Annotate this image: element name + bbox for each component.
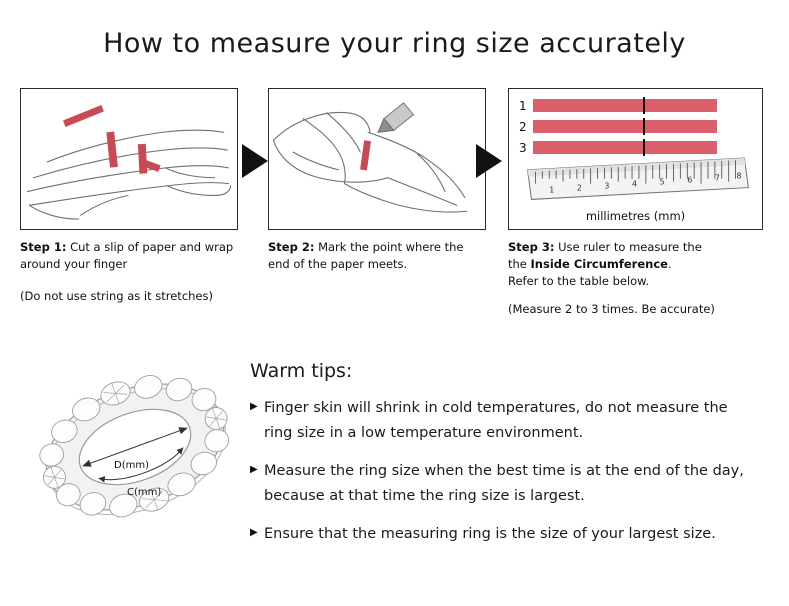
step-3-label: Step 3: [508, 240, 555, 254]
ring-diagram [28, 352, 243, 542]
step-3-illustration-panel [508, 88, 763, 230]
step-2 [268, 88, 486, 273]
step-3-note: (Measure 2 to 3 times. Be accurate) [508, 302, 715, 316]
step-1-text: Cut a slip of paper and wrap around your finger [20, 240, 234, 271]
step-3-text-bold: Inside Circumference [530, 257, 668, 271]
ruler-unit-caption: millimetres (mm) [585, 209, 686, 223]
bar-number: 1 [519, 98, 527, 113]
step-3-text-part2: the [508, 257, 531, 271]
steps-row [20, 88, 772, 338]
hand-with-paper-slips-illustration [21, 89, 237, 229]
bullet-icon: ▶ [250, 464, 258, 475]
tip-text: Ensure that the measuring ring is the size of your largest size. [264, 526, 716, 542]
step-2-label: Step 2: [268, 240, 315, 254]
warm-tips-section [250, 360, 760, 560]
step-1-illustration-panel [20, 88, 238, 230]
step-3 [508, 88, 763, 316]
hand-marking-paper-illustration [269, 89, 485, 229]
bar-number: 2 [519, 119, 527, 134]
tip-text: Finger skin will shrink in cold temperatures, do not measure the ring size in a low temperature environment. [264, 400, 728, 441]
svg-text:2: 2 [576, 183, 582, 193]
step-1 [20, 88, 238, 303]
svg-text:3: 3 [604, 181, 610, 191]
step-1-caption [20, 239, 238, 273]
step-3-caption [508, 239, 763, 290]
tip-item [250, 522, 760, 547]
svg-text:7: 7 [714, 173, 720, 183]
ruler-illustration [509, 89, 762, 229]
step-3-text-part1: Use ruler to measure the [554, 240, 702, 254]
step-2-text: Mark the point where the end of the paper meets. [268, 240, 464, 271]
warm-tips-heading: Warm tips: [250, 360, 353, 382]
tip-text: Measure the ring size when the best time is at the end of the day, because at that time the ring size is largest. [264, 463, 744, 504]
diameter-label: D(mm) [114, 460, 149, 471]
bullet-icon: ▶ [250, 527, 258, 538]
step-3-text-part4: Refer to the table below. [508, 274, 650, 288]
arrow-step1-to-step2-icon [242, 144, 268, 178]
circumference-label: C(mm) [127, 487, 162, 498]
step-1-label: Step 1: [20, 240, 67, 254]
svg-text:4: 4 [632, 179, 638, 189]
step-2-caption [268, 239, 486, 273]
svg-text:5: 5 [659, 177, 665, 187]
svg-text:8: 8 [736, 171, 742, 181]
tip-item [250, 459, 760, 509]
step-1-note: (Do not use string as it stretches) [20, 289, 213, 303]
svg-text:1: 1 [549, 185, 555, 195]
step-2-illustration-panel [268, 88, 486, 230]
svg-text:6: 6 [687, 175, 693, 185]
tip-item [250, 396, 760, 446]
bar-number: 3 [519, 140, 527, 155]
arrow-step2-to-step3-icon [476, 144, 502, 178]
bullet-icon: ▶ [250, 401, 258, 412]
page-title: How to measure your ring size accurately [103, 28, 686, 59]
step-3-text-part3: . [667, 257, 672, 271]
